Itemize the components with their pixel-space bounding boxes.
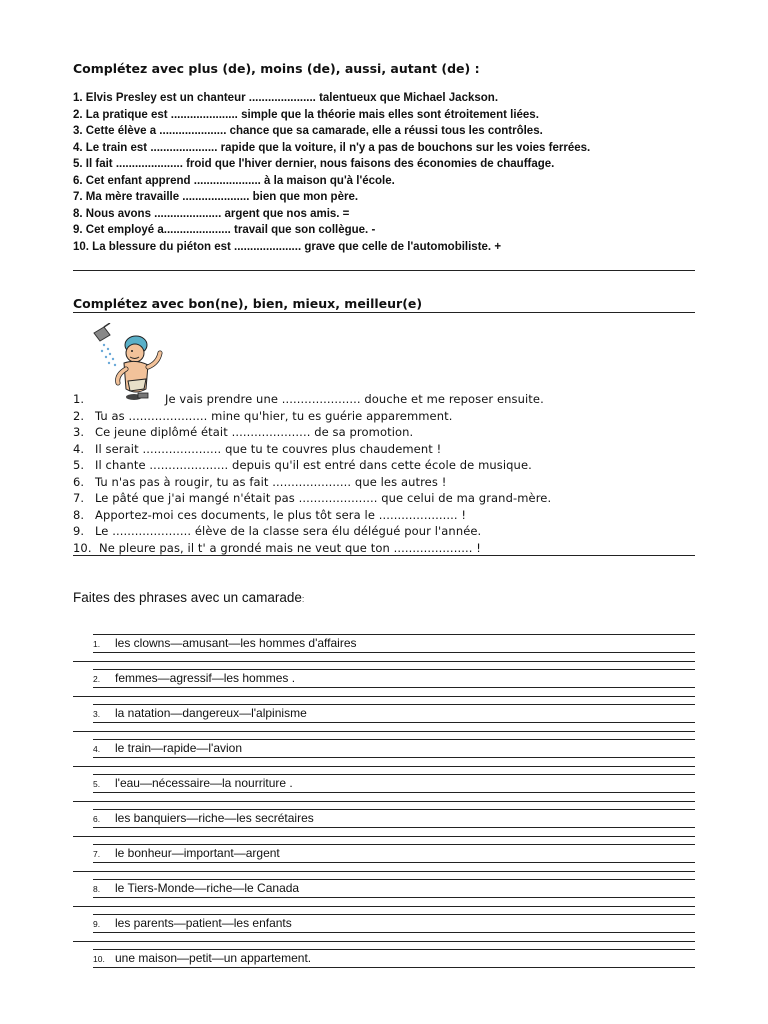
answer-line: [93, 757, 695, 758]
answer-line: [93, 774, 695, 775]
answer-line: [93, 967, 695, 968]
answer-line: [93, 704, 695, 705]
list-item: 9. Cet employé a..................... travail que son collègue. -: [73, 224, 376, 236]
answer-line: [93, 879, 695, 880]
answer-line: [93, 669, 695, 670]
list-item: 5. Il fait ..................... froid que l'hiver dernier, nous faisons des économies de chauffage.: [73, 158, 555, 170]
section2-list: [73, 391, 551, 556]
item-text: le train—rapide—l'avion: [115, 741, 243, 755]
list-item: 3. Cette élève a ..................... chance que sa camarade, elle a réussi tous les contrôles.: [73, 125, 543, 137]
item-number: 9.: [73, 524, 85, 538]
item-text: Tu as ..................... mine qu'hier, tu es guérie apparemment.: [95, 408, 453, 423]
list-item: 2. La pratique est ..................... simple que la théorie mais elles sont étroitement liées.: [73, 108, 539, 121]
list-item: [73, 441, 551, 458]
answer-line: [73, 731, 695, 732]
section1-title: Complétez avec plus (de), moins (de), aussi, autant (de) :: [73, 61, 480, 76]
answer-line: [93, 687, 695, 688]
item-number: 4.: [93, 744, 101, 754]
list-item: [73, 391, 551, 408]
section3-title-text: Faites des phrases avec un camarade: [73, 590, 302, 605]
item-number: 7.: [93, 849, 101, 859]
item-number: 2.: [93, 674, 101, 684]
answer-line: [93, 827, 695, 828]
list-item: [93, 671, 295, 685]
list-item: [73, 408, 551, 425]
item-text: Ne pleure pas, il t' a grondé mais ne veut que ton ..................... !: [99, 540, 481, 555]
divider: [73, 312, 695, 313]
answer-line: [73, 871, 695, 872]
item-text: le bonheur—important—argent: [115, 846, 280, 860]
answer-line: [93, 844, 695, 845]
item-number: 9.: [93, 919, 101, 929]
answer-line: [73, 906, 695, 907]
list-item: [93, 741, 242, 755]
list-item: 10. La blessure du piéton est ..................... grave que celle de l'automobiliste. +: [73, 240, 502, 253]
item-text: femmes—agressif—les hommes .: [115, 671, 296, 685]
item-number: 6.: [73, 474, 85, 489]
list-item: [93, 846, 280, 860]
divider: [73, 555, 695, 556]
item-text: Je vais prendre une ..................... douche et me reposer ensuite.: [165, 392, 544, 406]
answer-line: [93, 792, 695, 793]
answer-line: [93, 949, 695, 950]
item-text: une maison—petit—un appartement.: [115, 951, 312, 965]
answer-line: [93, 897, 695, 898]
list-item: [73, 507, 551, 524]
item-text: Tu n'as pas à rougir, tu as fait ..................... que les autres !: [95, 474, 447, 489]
answer-line: [93, 809, 695, 810]
answer-line: [73, 836, 695, 837]
item-text: Il serait ..................... que tu te couvres plus chaudement !: [95, 441, 442, 456]
item-text: le Tiers-Monde—riche—le Canada: [115, 881, 300, 895]
answer-line: [93, 652, 695, 653]
section1-list: [73, 90, 590, 255]
item-number: 5.: [93, 779, 101, 789]
answer-line: [73, 661, 695, 662]
item-text: Ce jeune diplômé était ..................... de sa promotion.: [95, 425, 414, 439]
item-number: 8.: [73, 507, 85, 522]
list-item: [93, 706, 307, 720]
section3-title-colon: :: [301, 594, 305, 604]
item-number: 3.: [93, 709, 101, 719]
list-item: 8. Nous avons ..................... argent que nos amis. =: [73, 207, 350, 220]
section2-title: Complétez avec bon(ne), bien, mieux, meilleur(e): [73, 296, 423, 311]
list-item: 6. Cet enfant apprend ..................... à la maison qu'à l'école.: [73, 174, 395, 187]
item-text: la natation—dangereux—l'alpinisme: [115, 706, 307, 720]
answer-line: [73, 801, 695, 802]
answer-line: [93, 914, 695, 915]
divider: [73, 270, 695, 271]
item-number: 1.: [93, 639, 101, 649]
list-item: [93, 776, 293, 790]
list-item: 7. Ma mère travaille ..................... bien que mon père.: [73, 191, 359, 203]
item-text: Le ..................... élève de la classe sera élu délégué pour l'année.: [95, 524, 482, 538]
answer-line: [93, 722, 695, 723]
item-number: 7.: [73, 491, 85, 505]
answer-line: [93, 932, 695, 933]
answer-line: [73, 766, 695, 767]
item-number: 4.: [73, 441, 85, 456]
list-item: [73, 523, 551, 540]
list-item: [93, 881, 299, 895]
item-text: Il chante ..................... depuis qu'il est entré dans cette école de musique.: [95, 458, 532, 472]
list-item: [73, 457, 551, 474]
item-text: les clowns—amusant—les hommes d'affaires: [115, 636, 357, 650]
list-item: [73, 490, 551, 507]
list-item: 4. Le train est ..................... rapide que la voiture, il n'y a pas de bouchons sur les voies ferrées.: [73, 141, 591, 154]
list-item: [73, 474, 551, 491]
item-number: 5.: [73, 458, 85, 472]
item-number: 10.: [93, 954, 105, 964]
item-number: 8.: [93, 884, 101, 894]
item-number: 6.: [93, 814, 101, 824]
list-item: [73, 424, 551, 441]
item-text: l'eau—nécessaire—la nourriture .: [115, 776, 293, 790]
item-text: Le pâté que j'ai mangé n'était pas ..................... que celui de ma grand-mère.: [95, 491, 552, 505]
list-item: 1. Elvis Presley est un chanteur ..................... talentueux que Michael Jackson.: [73, 92, 499, 104]
item-number: 2.: [73, 408, 85, 423]
item-number: 1.: [73, 392, 85, 406]
list-item: [93, 951, 311, 965]
item-text: les parents—patient—les enfants: [115, 916, 292, 930]
answer-line: [93, 634, 695, 635]
list-item: [73, 540, 551, 557]
answer-line: [93, 862, 695, 863]
answer-line: [73, 696, 695, 697]
item-number: 3.: [73, 425, 85, 439]
list-item: [93, 916, 292, 930]
item-text: Apportez-moi ces documents, le plus tôt sera le ..................... !: [95, 507, 467, 522]
list-item: [93, 811, 314, 825]
list-item: [93, 636, 357, 650]
section3-title: [73, 590, 304, 605]
answer-line: [73, 941, 695, 942]
item-text: les banquiers—riche—les secrétaires: [115, 811, 314, 825]
item-number: 10.: [73, 540, 92, 555]
answer-line: [93, 739, 695, 740]
